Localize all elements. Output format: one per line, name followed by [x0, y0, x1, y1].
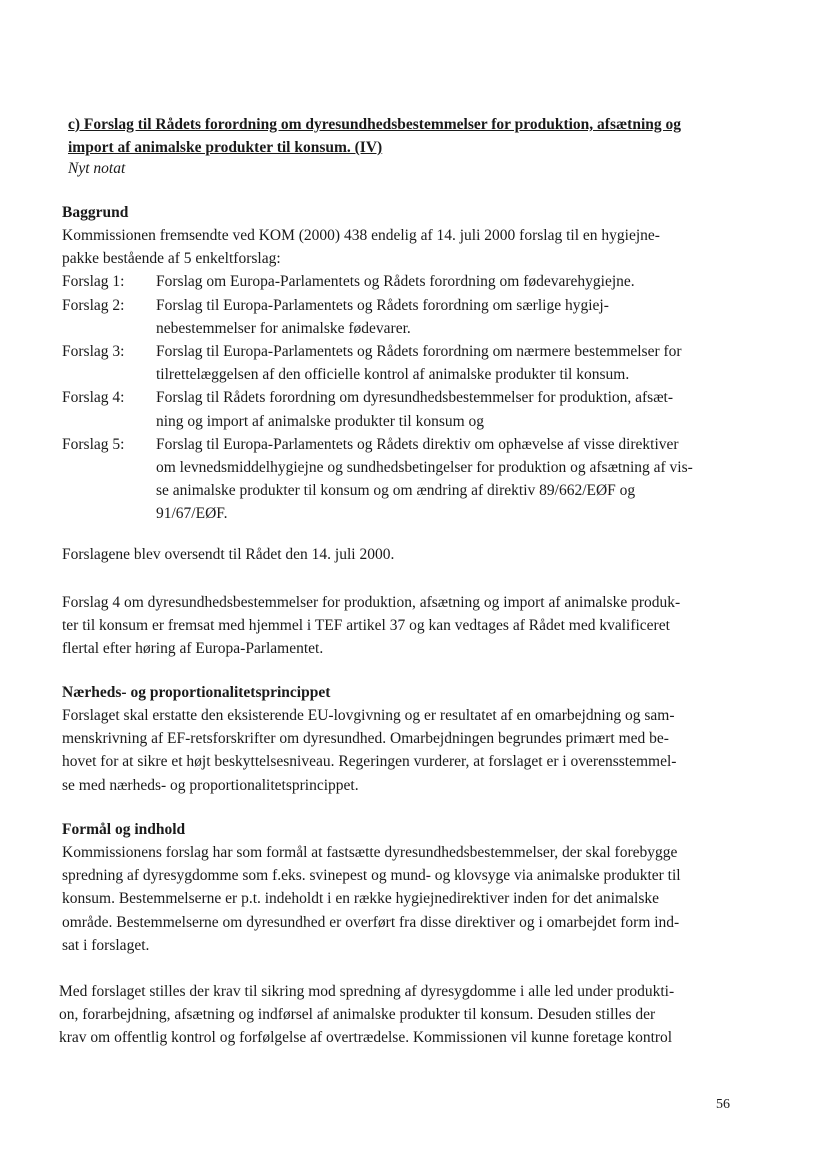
- paragraph-line: ter til konsum er fremsat med hjemmel i TEF artikel 37 og kan vedtages af Rådet med kvalificeret: [62, 617, 670, 635]
- subtitle: Nyt notat: [68, 160, 126, 177]
- proposal-list: [62, 270, 742, 525]
- proposal-label: Forslag 4:: [62, 389, 125, 407]
- proposal-label: Forslag 2:: [62, 296, 125, 314]
- paragraph-line: spredning af dyresygdomme som f.eks. svinepest og mund- og klovsyge via animalske produkter til: [62, 867, 681, 885]
- proposal-line: se animalske produkter til konsum og om ændring af direktiv 89/662/EØF og: [156, 482, 636, 500]
- section-formaal: [62, 818, 742, 957]
- proposal-line: om levnedsmiddelhygiejne og sundhedsbetingelser for produktion og afsætning af vis-: [156, 459, 693, 477]
- section-heading: Nærheds- og proportionalitetsprincippet: [62, 684, 331, 701]
- sent-paragraph: [62, 543, 742, 566]
- paragraph-line: se med nærheds- og proportionalitetsprincippet.: [62, 776, 359, 794]
- legal-basis-paragraph: [62, 591, 742, 661]
- proposal-line: Forslag til Rådets forordning om dyresundhedsbestemmelser for produktion, afsæt-: [156, 389, 674, 407]
- proposal-label: Forslag 5:: [62, 435, 125, 453]
- proposal-text: [156, 433, 742, 526]
- paragraph-line: flertal efter høring af Europa-Parlamentet.: [62, 640, 324, 658]
- paragraph-line: Med forslaget stilles der krav til sikring mod spredning af dyresygdomme i alle led under produkti-: [59, 983, 675, 1000]
- paragraph-line: Kommissionens forslag har som formål at fastsætte dyresundhedsbestemmelser, der skal forebygge: [62, 844, 678, 861]
- paragraph-line: Forslag 4 om dyresundhedsbestemmelser for produktion, afsætning og import af animalske produk-: [62, 594, 681, 611]
- proposal-line: tilrettelæggelsen af den officielle kontrol af animalske produkter til konsum.: [156, 366, 630, 384]
- proposal-line: Forslag til Europa-Parlamentets og Rådets direktiv om ophævelse af visse direktiver: [156, 435, 679, 453]
- proposal-line: ning og import af animalske produkter til konsum og: [156, 412, 485, 430]
- title-line: import af animalske produkter til konsum. (IV): [68, 139, 383, 156]
- proposal-line: Forslag til Europa-Parlamentets og Rådets forordning om nærmere bestemmelser for: [156, 343, 682, 361]
- requirements-paragraph: [59, 980, 739, 1050]
- section-heading: Formål og indhold: [62, 821, 186, 838]
- proposal-text: [156, 340, 742, 386]
- intro-line: Kommissionen fremsendte ved KOM (2000) 438 endelig af 14. juli 2000 forslag til en hygiejne-: [62, 227, 660, 244]
- section-naerhed: [62, 681, 742, 797]
- page-number: 56: [716, 1097, 730, 1112]
- proposal-label: Forslag 1:: [62, 273, 125, 291]
- paragraph-line: hovet for at sikre et højt beskyttelsesniveau. Regeringen vurderer, at forslaget er i overensstemmel-: [62, 753, 677, 771]
- title-line: c) Forslag til Rådets forordning om dyresundhedsbestemmelser for produktion, afsætning og: [68, 116, 681, 133]
- proposal-line: Forslag til Europa-Parlamentets og Rådets forordning om særlige hygiej-: [156, 296, 609, 314]
- document-title: [68, 113, 748, 159]
- paragraph-line: krav om offentlig kontrol og forfølgelse af overtrædelse. Kommissionen vil kunne foretage kontrol: [59, 1029, 673, 1047]
- proposal-item: [62, 294, 742, 340]
- proposal-item: [62, 340, 742, 386]
- proposal-item: [62, 386, 742, 432]
- proposal-item: [62, 433, 742, 526]
- section-baggrund: [62, 201, 742, 526]
- paragraph-line: Forslaget skal erstatte den eksisterende EU-lovgivning og er resultatet af en omarbejdning og sam-: [62, 707, 675, 724]
- paragraph-line: on, forarbejdning, afsætning og indførsel af animalske produkter til konsum. Desuden stilles der: [59, 1006, 656, 1024]
- proposal-line: 91/67/EØF.: [156, 505, 228, 523]
- proposal-text: [156, 386, 742, 432]
- paragraph-line: Forslagene blev oversendt til Rådet den 14. juli 2000.: [62, 546, 395, 563]
- proposal-line: Forslag om Europa-Parlamentets og Rådets forordning om fødevarehygiejne.: [156, 273, 635, 291]
- proposal-label: Forslag 3:: [62, 343, 125, 361]
- proposal-line: nebestemmelser for animalske fødevarer.: [156, 319, 411, 337]
- proposal-text: [156, 294, 742, 340]
- proposal-item: [62, 270, 742, 293]
- paragraph-line: menskrivning af EF-retsforskrifter om dyresundhed. Omarbejdningen begrundes primært med be-: [62, 730, 669, 748]
- paragraph-line: sat i forslaget.: [62, 936, 150, 954]
- intro-line: pakke bestående af 5 enkeltforslag:: [62, 250, 281, 268]
- paragraph-line: konsum. Bestemmelserne er p.t. indeholdt i en række hygiejnedirektiver inden for det animalske: [62, 890, 660, 908]
- section-heading: Baggrund: [62, 204, 129, 221]
- paragraph-line: område. Bestemmelserne om dyresundhed er overført fra disse direktiver og i omarbejdet form ind-: [62, 913, 680, 931]
- proposal-text: [156, 270, 742, 293]
